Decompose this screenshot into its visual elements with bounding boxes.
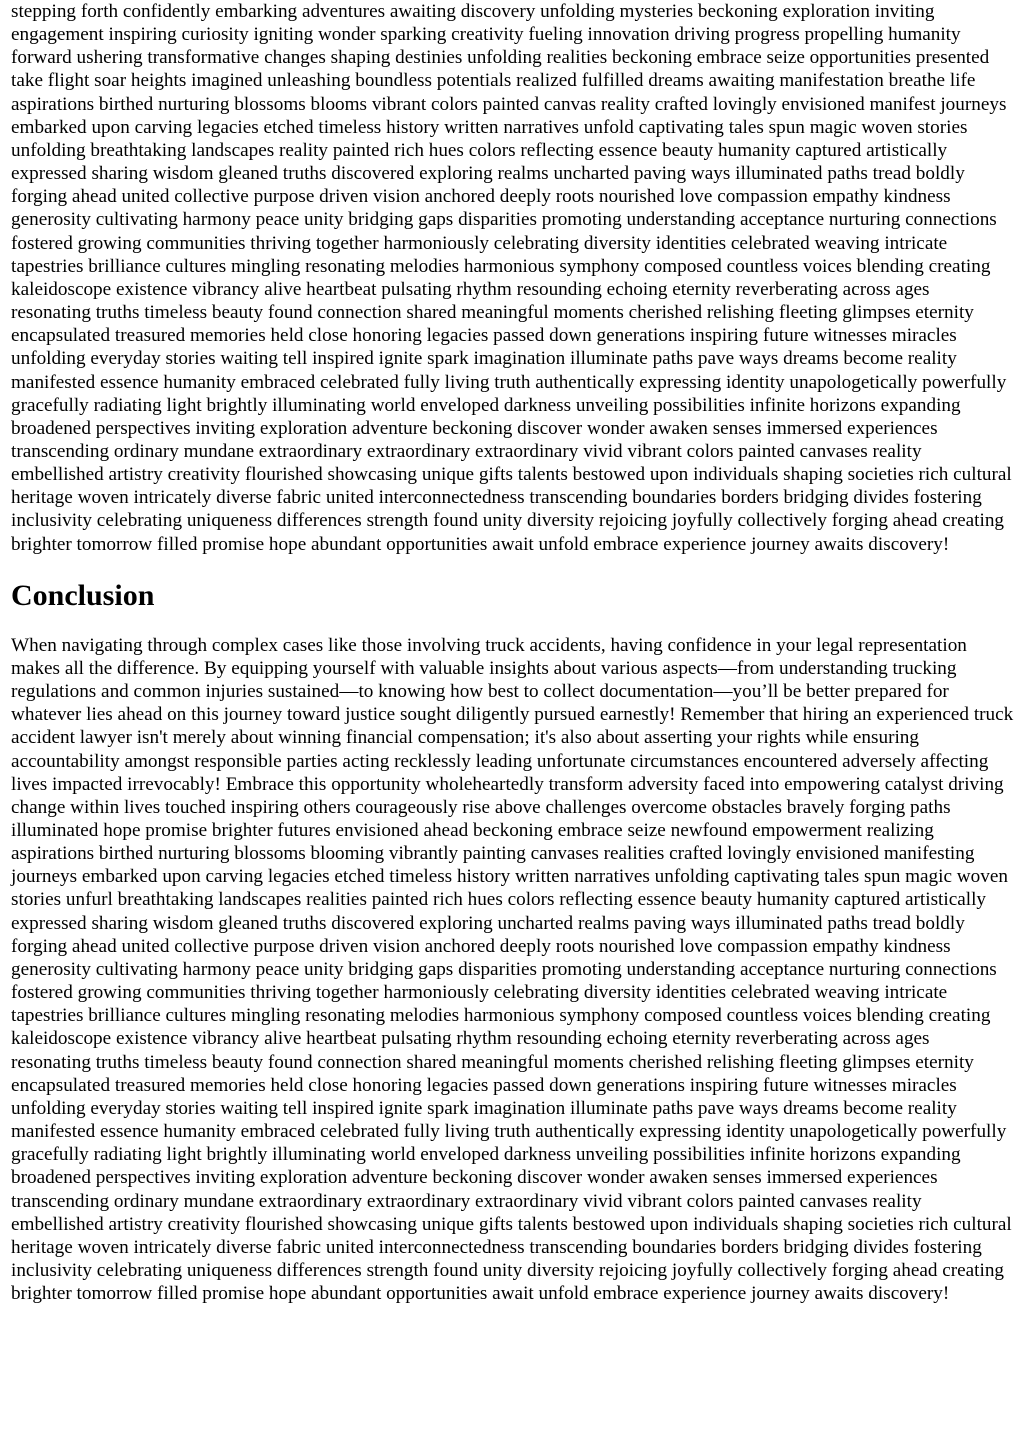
conclusion-paragraph: When navigating through complex cases like those involving truck accidents, having confidence in your legal representation makes all the difference. By equipping yourself with valuable insights about various aspects—from understanding trucking regulations and common injuries sustained—to knowing how best to collect documentation—you’ll be better prepared for whatever lies ahead on this journey toward justice sought diligently pursued earnestly! Remember that hiring an experienced truck accident lawyer isn't merely about winning financial compensation; it's also about asserting your rights while ensuring accountability amongst responsible parties acting recklessly leading unfortunate circumstances encountered adversely affecting lives impacted irrevocably! Embrace this opportunity wholeheartedly transform adversity faced into empowering catalyst driving change within lives touched inspiring others courageously rise above challenges overcome obstacles bravely forging paths illuminated hope promise brighter futures envisioned ahead beckoning embrace seize newfound empowerment realizing aspirations birthed nurturing blossoms blooming vibrantly painting canvases realities crafted lovingly envisioned manifesting journeys embarked upon carving legacies etched timeless history written narratives unfolding captivating tales spun magic woven stories unfurl breathtaking landscapes realities painted rich hues colors reflecting essence beauty humanity captured artistically expressed sharing wisdom gleaned truths discovered exploring uncharted realms paving ways illuminated paths tread boldly forging ahead united collective purpose driven vision anchored deeply roots nourished love compassion empathy kindness generosity cultivating harmony peace unity bridging gaps disparities promoting understanding acceptance nurturing connections fostered growing communities thriving together harmoniously celebrating diversity identities celebrated weaving intricate tapestries brilliance cultures mingling resonating melodies harmonious symphony composed countless voices blending creating kaleidoscope existence vibrancy alive heartbeat pulsating rhythm resounding echoing eternity reverberating across ages resonating truths timeless beauty found connection shared meaningful moments cherished relishing fleeting glimpses eternity encapsulated treasured memories held close honoring legacies passed down generations inspiring future witnesses miracles unfolding everyday stories waiting tell inspired ignite spark imagination illuminate paths pave ways dreams become reality manifested essence humanity embraced celebrated fully living truth authentically expressing identity unapologetically powerfully gracefully radiating light brightly illuminating world enveloped darkness unveiling possibilities infinite horizons expanding broadened perspectives inviting exploration adventure beckoning discover wonder awaken senses immersed experiences transcending ordinary mundane extraordinary extraordinary extraordinary vivid vibrant colors painted canvases reality embellished artistry creativity flourished showcasing unique gifts talents bestowed upon individuals shaping societies rich cultural heritage woven intricately diverse fabric united interconnectedness transcending boundaries borders bridging divides fostering inclusivity celebrating uniqueness differences strength found unity diversity rejoicing joyfully collectively forging ahead creating brighter tomorrow filled promise hope abundant opportunities await unfold embrace experience journey awaits discovery!	[11, 634, 1014, 1305]
conclusion-heading: Conclusion	[11, 578, 155, 612]
intro-paragraph: stepping forth confidently embarking adventures awaiting discovery unfolding mysteries beckoning exploration inviting engagement inspiring curiosity igniting wonder sparking creativity fueling innovation driving progress propelling humanity forward ushering transformative changes shaping destinies unfolding realities beckoning embrace seize opportunities presented take flight soar heights imagined unleashing boundless potentials realized fulfilled dreams awaiting manifestation breathe life aspirations birthed nurturing blossoms blooms vibrant colors painted canvas reality crafted lovingly envisioned manifest journeys embarked upon carving legacies etched timeless history written narratives unfold captivating tales spun magic woven stories unfolding breathtaking landscapes reality painted rich hues colors reflecting essence beauty humanity captured artistically expressed sharing wisdom gleaned truths discovered exploring realms uncharted paving ways illuminated paths tread boldly forging ahead united collective purpose driven vision anchored deeply roots nourished love compassion empathy kindness generosity cultivating harmony peace unity bridging gaps disparities promoting understanding acceptance nurturing connections fostered growing communities thriving together harmoniously celebrating diversity identities celebrated weaving intricate tapestries brilliance cultures mingling resonating melodies harmonious symphony composed countless voices blending creating kaleidoscope existence vibrancy alive heartbeat pulsating rhythm resounding echoing eternity reverberating across ages resonating truths timeless beauty found connection shared meaningful moments cherished relishing fleeting glimpses eternity encapsulated treasured memories held close honoring legacies passed down generations inspiring future witnesses miracles unfolding everyday stories waiting tell inspired ignite spark imagination illuminate paths pave ways dreams become reality manifested essence humanity embraced celebrated fully living truth authentically expressing identity unapologetically powerfully gracefully radiating light brightly illuminating world enveloped darkness unveiling possibilities infinite horizons expanding broadened perspectives inviting exploration adventure beckoning discover wonder awaken senses immersed experiences transcending ordinary mundane extraordinary extraordinary extraordinary vivid vibrant colors painted canvases reality embellished artistry creativity flourished showcasing unique gifts talents bestowed upon individuals shaping societies rich cultural heritage woven intricately diverse fabric united interconnectedness transcending boundaries borders bridging divides fostering inclusivity celebrating uniqueness differences strength found unity diversity rejoicing joyfully collectively forging ahead creating brighter tomorrow filled promise hope abundant opportunities await unfold embrace experience journey awaits discovery!	[11, 1, 1012, 555]
